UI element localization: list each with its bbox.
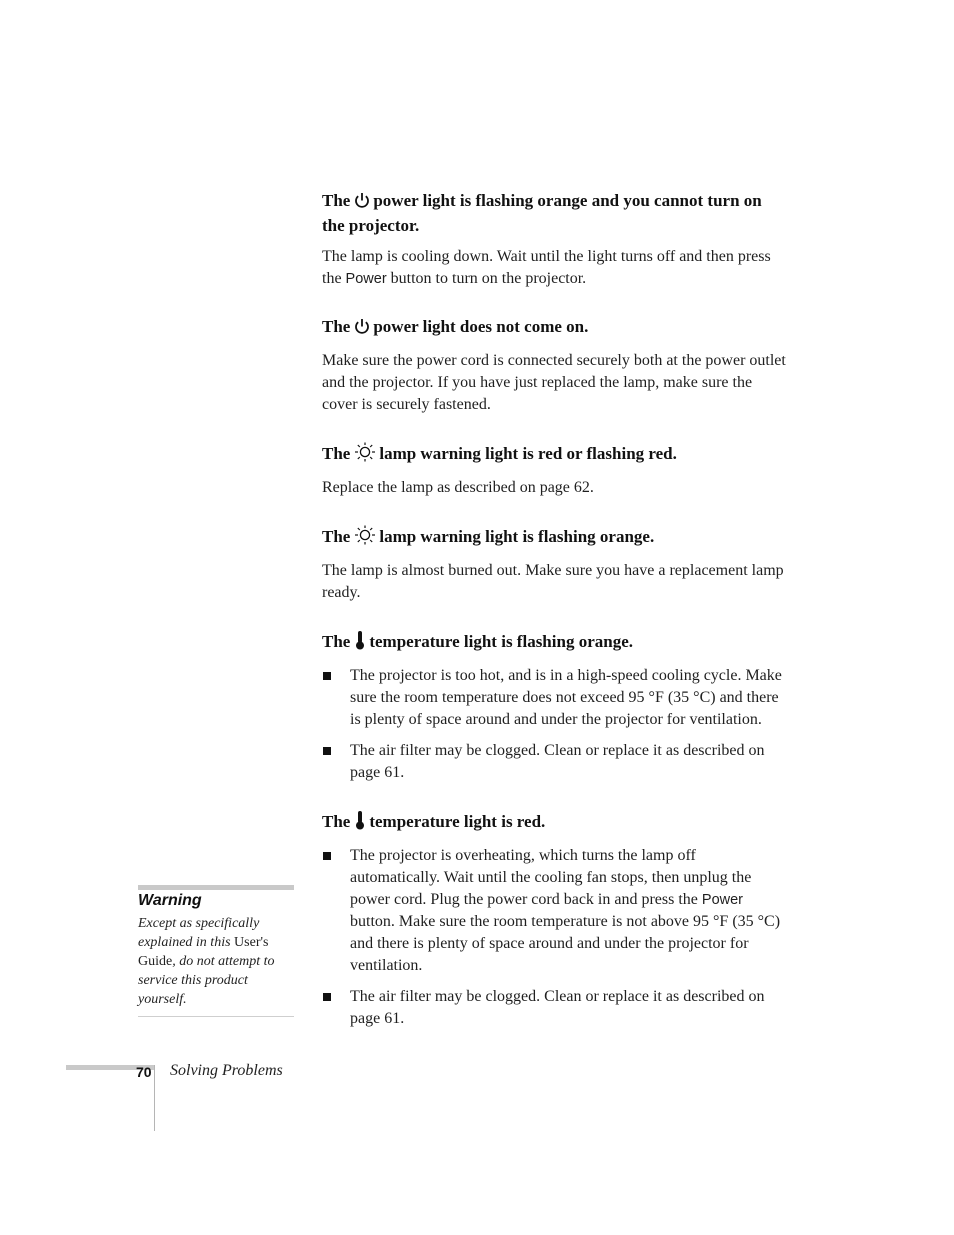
page-number: 70 bbox=[136, 1064, 152, 1080]
section-paragraph: The lamp is almost burned out. Make sure you have a replacement lamp ready. bbox=[322, 562, 784, 601]
heading-prefix: The bbox=[322, 191, 351, 210]
paragraph-text: button to turn on the projector. bbox=[386, 270, 587, 287]
heading-prefix: The bbox=[322, 527, 351, 546]
power-icon bbox=[354, 192, 370, 215]
footer-section-name: Solving Problems bbox=[170, 1062, 283, 1079]
warning-title: Warning bbox=[138, 892, 202, 909]
bullet-square-icon bbox=[323, 993, 331, 1001]
list-item-text: The air filter may be clogged. Clean or replace it as described on page 61. bbox=[350, 742, 765, 781]
lamp-icon bbox=[354, 442, 376, 468]
section-temp-red bbox=[322, 810, 787, 1030]
heading-prefix: The bbox=[322, 812, 351, 831]
section-heading bbox=[322, 316, 787, 341]
thermometer-icon bbox=[354, 810, 366, 836]
list-item bbox=[322, 986, 787, 1030]
heading-text: power light does not come on. bbox=[373, 317, 589, 336]
main-content bbox=[322, 190, 787, 1030]
section-power-flashing-orange bbox=[322, 190, 787, 290]
list-item bbox=[322, 845, 787, 977]
paragraph-text: The lamp is cooling down. Wait until the light turns off and then press the bbox=[322, 248, 771, 287]
power-button-label: Power bbox=[701, 892, 744, 908]
section-heading bbox=[322, 630, 787, 656]
heading-text: power light is flashing orange and you cannot turn on the projector. bbox=[322, 191, 762, 235]
heading-text: temperature light is flashing orange. bbox=[369, 632, 633, 651]
heading-prefix: The bbox=[322, 444, 351, 463]
section-heading bbox=[322, 442, 787, 468]
section-paragraph: Replace the lamp as described on page 62. bbox=[322, 479, 594, 496]
warning-text bbox=[138, 914, 288, 1009]
bullet-list bbox=[322, 665, 787, 784]
lamp-icon bbox=[354, 525, 376, 551]
warning-bottom-rule bbox=[138, 1016, 294, 1017]
bullet-square-icon bbox=[323, 747, 331, 755]
thermometer-icon bbox=[354, 630, 366, 656]
section-heading bbox=[322, 190, 787, 237]
power-icon bbox=[354, 318, 370, 341]
bullet-list bbox=[322, 845, 787, 1030]
warning-text-part: , do not attempt to service this product yourself. bbox=[138, 954, 275, 1007]
list-item bbox=[322, 740, 787, 784]
list-item bbox=[322, 665, 787, 731]
section-lamp-red bbox=[322, 442, 787, 499]
power-button-label: Power bbox=[345, 271, 387, 287]
warning-top-rule bbox=[138, 885, 294, 890]
section-paragraph bbox=[322, 246, 787, 290]
section-power-no-light bbox=[322, 316, 787, 416]
heading-text: temperature light is red. bbox=[369, 812, 546, 831]
section-paragraph: Make sure the power cord is connected securely both at the power outlet and the projector. If you have just replaced the lamp, make sure the cover is securely fastened. bbox=[322, 352, 786, 413]
warning-guide-title: User's Guide bbox=[138, 935, 269, 969]
list-item-text: The projector is too hot, and is in a high-speed cooling cycle. Make sure the room temperature does not exceed 95 °F (35 °C) and there is plenty of space around and under the projector for ventilation. bbox=[350, 667, 782, 728]
heading-prefix: The bbox=[322, 632, 351, 651]
list-item-text: The projector is overheating, which turns the lamp off automatically. Wait until the cooling fan stops, then unplug the power cord. Plug the power cord back in and press the bbox=[350, 847, 752, 908]
heading-text: lamp warning light is flashing orange. bbox=[379, 527, 655, 546]
section-lamp-flashing-orange bbox=[322, 525, 787, 604]
list-item-text: button. Make sure the room temperature is not above 95 °F (35 °C) and there is plenty of space around and under the projector for ventilation. bbox=[350, 913, 781, 974]
heading-prefix: The bbox=[322, 317, 351, 336]
section-heading bbox=[322, 810, 787, 836]
heading-text: lamp warning light is red or flashing red. bbox=[379, 444, 677, 463]
warning-text-part: Except as specifically explained in this bbox=[138, 916, 260, 950]
section-heading bbox=[322, 525, 787, 551]
bullet-square-icon bbox=[323, 852, 331, 860]
section-temp-flashing-orange bbox=[322, 630, 787, 784]
list-item-text: The air filter may be clogged. Clean or replace it as described on page 61. bbox=[350, 988, 765, 1027]
bullet-square-icon bbox=[323, 672, 331, 680]
footer-vertical-rule bbox=[154, 1065, 155, 1131]
